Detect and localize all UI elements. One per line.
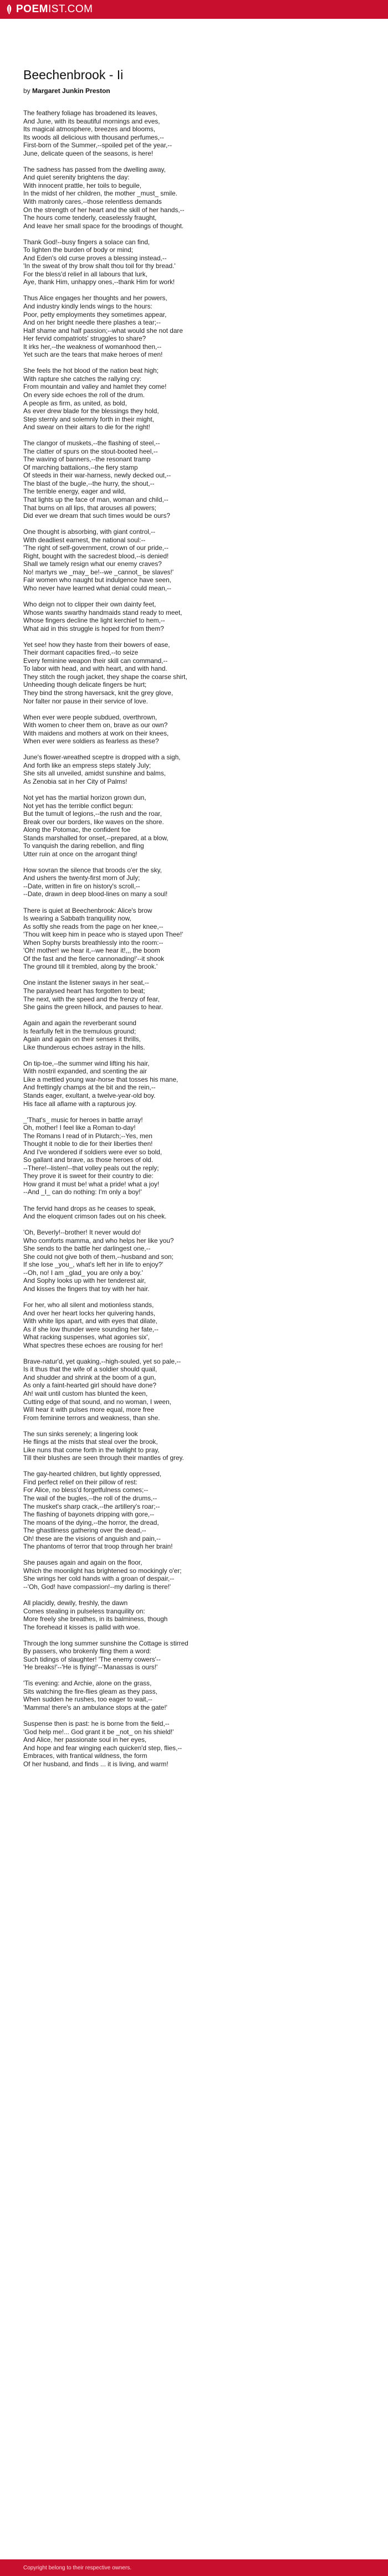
poem-stanza: She feels the hot blood of the nation beat high; With rapture she catches the rallying cry: From mountain and valley and hamlet they come! On every side echoes the roll of the drum. A people as firm, as united, as bold, As ever drew blade for the blessings they hold, Step sternly and solemnly forth in their might, And swear on their altars to die for the right! — [23, 367, 167, 431]
site-header — [0, 0, 388, 19]
poem-stanza: _'That's_ music for heroes in battle array! Oh, mother! I feel like a Roman to-day! The Romans I read of in Plutarch;--Yes, men Thought it noble to die for their liberties then! And I've wondered if soldiers were ever so bold, So gallant and brave, as those heroes of old. --There!--listen!--that volley peals out the reply; They prove it is sweet for their country to die: How grand it must be! what a pride! what a joy! --And _I_ can do nothing: I'm only a boy!' — [23, 1115, 162, 1196]
poem-stanza: The sun sinks serenely; a lingering look He flings at the mists that steal over the brook, Like nuns that come forth in the twilight to pray, Till their blushes are seen through their mantles of grey. — [23, 1430, 184, 1462]
poem-stanza: Through the long summer sunshine the Cottage is stirred By passers, who brokenly fling them a word: Such tidings of slaughter! 'The enemy cowers'-- 'He breaks!'--'He is flying!'--'Manassas is ours!' — [23, 1639, 188, 1672]
poem-stanza: There is quiet at Beechenbrook: Alice's brow Is wearing a Sabbath tranquillity now, As softly she reads from the page on her knee,-- 'Thou wilt keep him in peace who is stayed upon Thee!' When Sophy bursts breathlessly into the room:-- 'Oh! mother! we hear it,--we hear it!,,, the boom Of the fast and the fierce cannonading!'--it shook The ground till it trembled, along by the brook.' — [23, 906, 183, 971]
poem-title: Beechenbrook - Ii — [23, 68, 124, 82]
site-logo[interactable] — [6, 3, 93, 16]
poem-stanza: Who deign not to clipper their own dainty feet, Whose wants swarthy handmaids stand ready to meet, Whose fingers decline the light kerchief to hem,-- What aid in this struggle is hoped for from them? — [23, 600, 182, 633]
byline — [23, 87, 367, 95]
poem-stanza: The fervid hand drops as he ceases to speak, And the eloquent crimson fades out on his cheek. — [23, 1204, 167, 1221]
poem-stanza: Suspense then is past: he is borne from the field,-- 'God help me!... God grant it be _not_ on his shield!' And Alice, her passionate soul in her eyes, And hope and fear winging each quicken'd step, flies,-- Embraces, with frantical wildness, the form Of her husband, and finds ... it is living, and warm! — [23, 1720, 182, 1768]
author-link[interactable]: Margaret Junkin Preston — [32, 87, 110, 95]
poem-stanza: How sovran the silence that broods o'er the sky, And ushers the twenty-first morn of July; --Date, written in fire on history's scroll,-- --Date, drawn in deep blood-lines on many a soul! — [23, 866, 168, 898]
logo-suffix-text: IST.COM — [48, 3, 93, 15]
logo-main-text: POEM — [16, 3, 48, 15]
poem-stanza: One thought is absorbing, with giant control,-- With deadliest earnest, the national soul:-- 'The right of self-government, crown of our pride,-- Right, bought with the sacredest blood,--is denied! Shall we tamely resign what our enemy craves? No! martyrs we _may_ be!--we _cannot_ be slaves!' Fair women who naught but indulgence have seen, Who never have learned what denial could mean,-- — [23, 528, 174, 592]
poem-stanza: 'Tis evening: and Archie, alone on the grass, Sits watching the fire-flies gleam as they pass, When sudden he rushes, too eager to wait,-- 'Mamma! there's an ambulance stops at the gate!' — [23, 1679, 167, 1712]
poem-stanza: When ever were people subdued, overthrown, With women to cheer them on, brave as our own? With maidens and mothers at work on their knees, When ever were soldiers as fearless as these? — [23, 713, 169, 745]
quill-icon — [6, 4, 13, 14]
poem-stanza: Thus Alice engages her thoughts and her powers, And industry kindly lends wings to the hours: Poor, petty employments they sometimes appear, And on her bright needle there plashes a tear;-- Half shame and half passion;--what would she not dare Her fervid compatriots' struggles to share? It irks her,--the weakness of womanhood then,-- Yet such are the tears that make heroes of men! — [23, 294, 183, 359]
poem-stanza: The feathery foliage has broadened its leaves, And June, with its beautiful mornings and eves, Its magical atmosphere, breezes and blooms, Its woods all delicious with thousand perfumes,-- First-born of the Summer,--spoiled pet of the year,-- June, delicate queen of the seasons, is here! — [23, 109, 172, 157]
by-label: by — [23, 87, 30, 95]
poem-stanza: June's flower-wreathed sceptre is dropped with a sigh, And forth like an empress steps stately July; She sits all unveiled, amidst sunshine and balms, As Zenobia sat in her City of Palms! — [23, 753, 181, 785]
poem-stanza: All placidly, dewily, freshly, the dawn Comes stealing in pulseless tranquility on: More freely she breathes, in its balminess, though The forehead it kisses is pallid with woe. — [23, 1599, 168, 1631]
poem-stanza: Thank God!--busy fingers a solace can find, To lighten the burden of body or mind; And Eden's old curse proves a blessing instead,-- 'In the sweat of thy brow shalt thou toil for thy bread.' For the bless'd relief in all labours that lurk, Aye, thank Him, unhappy ones,--thank Him for work! — [23, 238, 176, 286]
poem-stanza: She pauses again and again on the floor, Which the moonlight has brightened so mockingly o'er; She wrings her cold hands with a groan of despair,-- --'Oh, God! have compassion!--my darling is there!' — [23, 1559, 182, 1591]
poem-body — [23, 109, 367, 1768]
poem-stanza: For her, who all silent and motionless stands, And over her heart locks her quivering hands, With white lips apart, and with eyes that dilate, As if she low thunder were sounding her fate,-- What racking suspenses, what agonies six', What spectres these echoes are rousing for her! — [23, 1301, 163, 1349]
poem-stanza: The clangor of muskets,--the flashing of steel,-- The clatter of spurs on the stout-booted heel,-- The waving of banners,--the resonant tramp Of marching battalions,--the fiery stamp Of steeds in their war-harness, newly decked out,-- The blast of the bugle,--the hurry, the shout,-- The terrible energy, eager and wild, That lights up the face of man, woman and child,-- That burns on all lips, that arouses all powers; Did ever we dream that such times would be ours? — [23, 439, 171, 520]
poem-stanza: One instant the listener sways in her seat,-- The paralysed heart has forgotten to beat; The next, with the speed and the frenzy of fear, She gains the green hillock, and pauses to hear. — [23, 979, 163, 1011]
poem-content — [0, 19, 367, 1768]
poem-stanza: Again and again the reverberant sound Is fearfully felt in the tremulous ground; Again and again on their senses it thrills, Like thunderous echoes astray in the hills. — [23, 1019, 145, 1051]
poem-stanza: The gay-hearted children, but lightly oppressed, Find perfect relief on their pillow of rest: For Alice, no bless'd forgetfulness comes;-- The wail of the bugles,--the roll of the drums,-- The musket's sharp crack,--the artillery's roar;-- The flashing of bayonets dripping with gore,-- The moans of the dying,--the horror, the dread, The ghastliness gathering over the dead,-- Oh! these are the visions of anguish and pain,-- The phantoms of terror that troop through her brain! — [23, 1470, 173, 1551]
copyright-text: Copyright belong to their respective owners. — [23, 2564, 132, 2571]
poem-stanza: 'Oh, Beverly!--brother! It never would do! Who comforts mamma, and who helps her like you? She sends to the battle her darlingest one,-- She could not give both of them,--husband and son; If she lose _you_, what's left her in life to enjoy?' --Oh, no! I am _glad_ you are only a boy.' And Sophy looks up with her tenderest air, And kisses the fingers that toy with her hair. — [23, 1228, 174, 1293]
poem-stanza: On tip-toe,--the summer wind lifting his hair, With nostril expanded, and scenting the air Like a mettled young war-horse that tosses his mane, And frettingly champs at the bit and the rein,-- Stands eager, exultant, a twelve-year-old boy. His face all aflame with a rapturous joy. — [23, 1059, 178, 1108]
poem-stanza: Not yet has the martial horizon grown dun, Not yet has the terrible conflict begun: But the tumult of legions,--the rush and the roar, Break over our borders, like waves on the shore. Along the Potomac, the confident foe Stands marshalled for onset,--prepared, at a blow, To vanquish the daring rebellion, and fling Utter ruin at once on the arrogant thing! — [23, 793, 169, 858]
poem-stanza: Yet see! how they haste from their bowers of ease, Their dormant capacities fired,--to seize Every feminine weapon their skill can command,-- To labor with head, and with heart, and with hand. They stitch the rough jacket, they shape the coarse shirt, Unheeding though delicate fingers be hurt; They bind the strong haversack, knit the grey glove, Nor falter nor pause in their service of love. — [23, 640, 187, 705]
poem-stanza: The sadness has passed from the dwelling away, And quiet serenity brightens the day: With innocent prattle, her toils to beguile, In the midst of her children, the mother _must_ smile. With matronly cares,--those relentless demands On the strength of her heart and the skill of her hands,-- The hours come tenderly, ceaselessly fraught, And leave her small space for the broodings of thought. — [23, 165, 185, 230]
poem-stanza: Brave-natur'd, yet quaking,--high-souled, yet so pale,-- Is it thus that the wife of a soldier should quail, And shudder and shrink at the boom of a gun, As only a faint-hearted girl should have done? Ah! wait until custom has blunted the keen, Cutting edge of that sound, and no woman, I ween, Will hear it with pulses more equal, more free From feminine terrors and weakness, than she. — [23, 1357, 181, 1422]
site-footer — [0, 2559, 388, 2576]
